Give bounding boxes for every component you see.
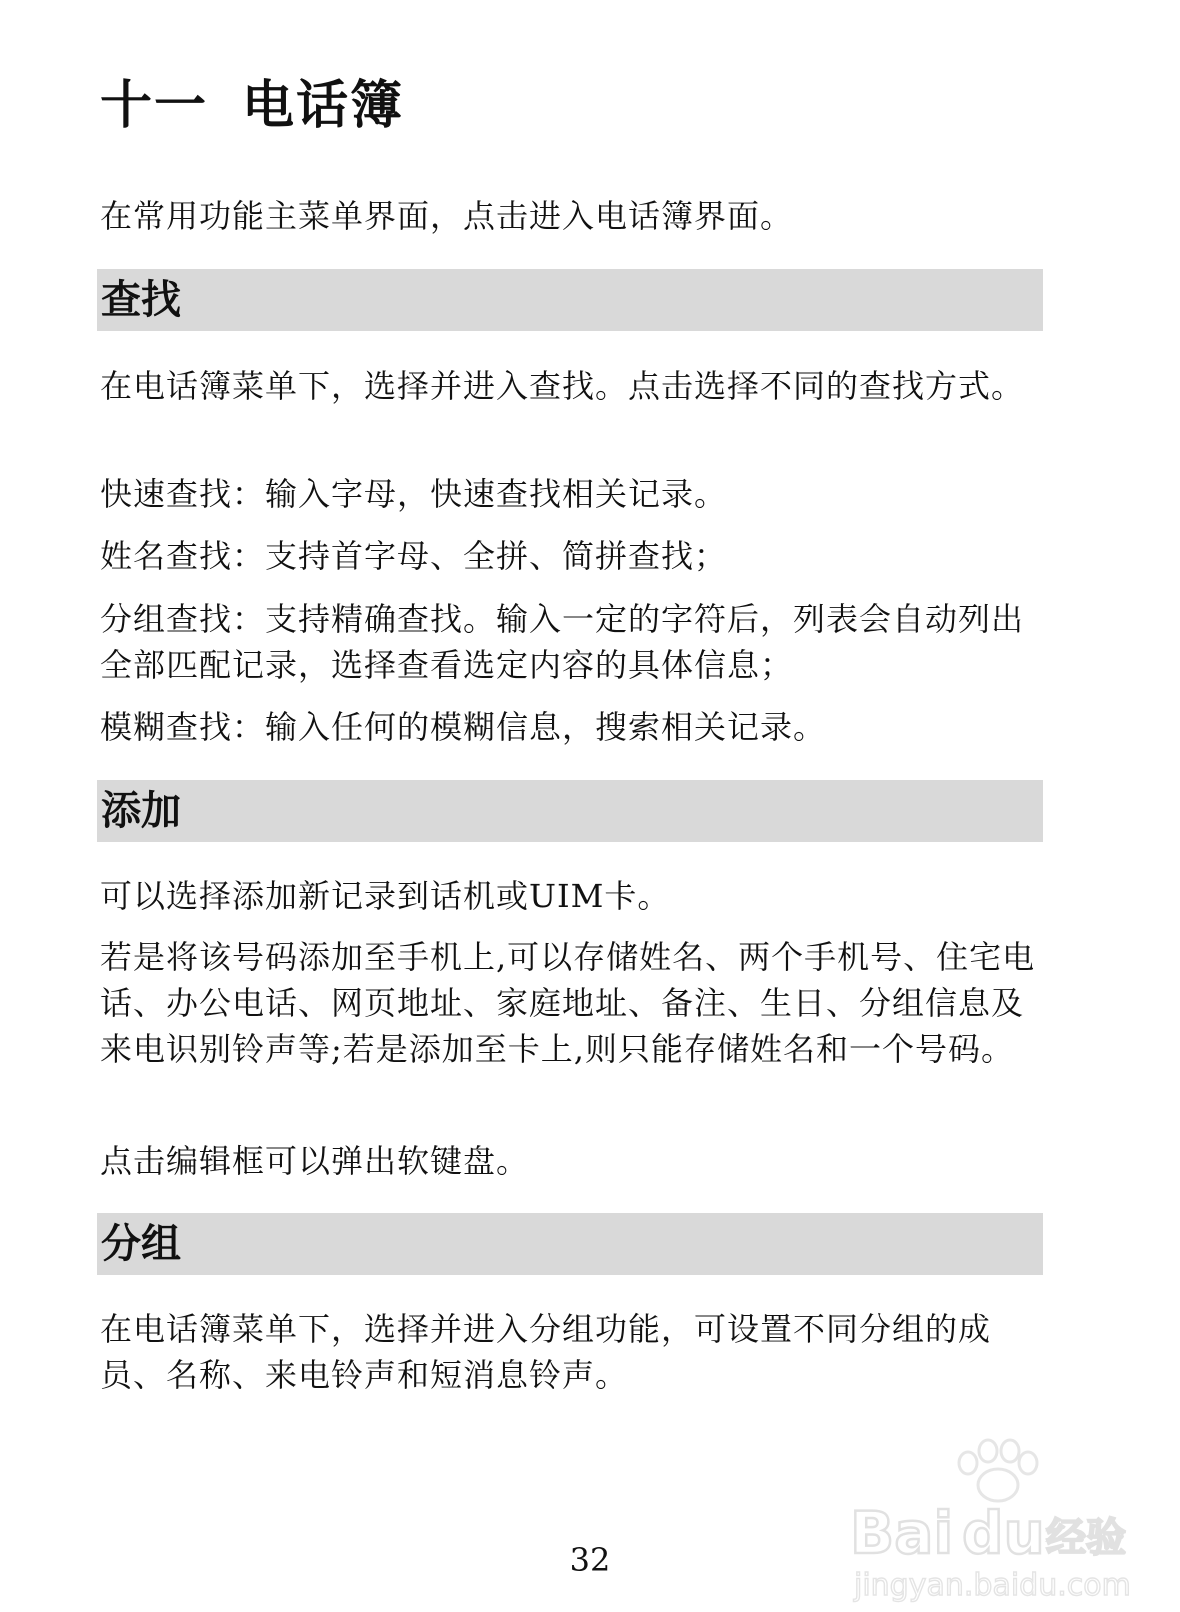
- section-heading: 查找: [101, 277, 181, 323]
- intro-paragraph: 在常用功能主菜单界面，点击进入电话簿界面。: [100, 197, 794, 235]
- chapter-name: 电话簿: [242, 76, 405, 136]
- baidu-watermark-logo: [850, 1435, 1150, 1605]
- svg-text:jingyan.baidu.com: jingyan.baidu.com: [854, 1568, 1131, 1603]
- paragraph: 在电话簿菜单下，选择并进入分组功能，可设置不同分组的成员、名称、来电铃声和短消息铃声。: [100, 1310, 992, 1394]
- paragraph: 在电话簿菜单下，选择并进入查找。点击选择不同的查找方式。: [100, 367, 1025, 405]
- paragraph: 模糊查找：输入任何的模糊信息，搜索相关记录。: [100, 708, 827, 746]
- chapter-title: [100, 70, 404, 142]
- paragraph: 姓名查找：支持首字母、全拼、简拼查找；: [100, 537, 728, 575]
- paragraph: 点击编辑框可以弹出软键盘。: [100, 1142, 530, 1180]
- paragraph: 若是将该号码添加至手机上,可以存储姓名、两个手机号、住宅电话、办公电话、网页地址、家庭地址、备注、生日、分组信息及来电识别铃声等;若是添加至卡上,则只能存储姓名和一个号码。: [100, 938, 1036, 1068]
- section-heading: 分组: [101, 1221, 181, 1267]
- svg-text:Bai: Bai: [850, 1499, 954, 1567]
- svg-text:经验: 经验: [1046, 1515, 1126, 1561]
- section-header-search: [97, 269, 1043, 331]
- section-heading: 添加: [101, 788, 181, 834]
- section-header-group: [97, 1213, 1043, 1275]
- svg-text:du: du: [962, 1499, 1045, 1567]
- section-header-add: [97, 780, 1043, 842]
- paragraph: 分组查找：支持精确查找。输入一定的字符后，列表会自动列出全部匹配记录，选择查看选定内容的具体信息；: [100, 600, 1025, 684]
- page-number: 32: [569, 1541, 611, 1579]
- paragraph: 可以选择添加新记录到话机或UIM卡。: [100, 877, 671, 915]
- paragraph: 快速查找：输入字母，快速查找相关记录。: [100, 475, 728, 513]
- chapter-number: 十一: [100, 76, 209, 136]
